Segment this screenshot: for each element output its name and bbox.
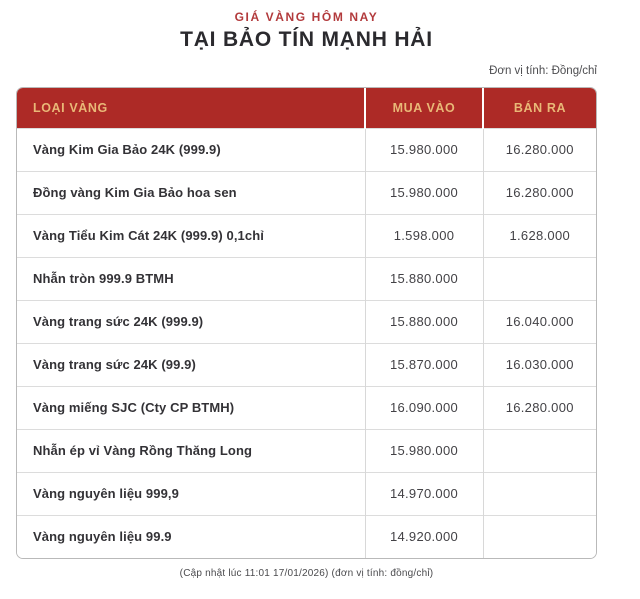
table-row [17, 214, 596, 257]
page-header [16, 0, 597, 53]
gold-type-cell: Nhẫn tròn 999.9 BTMH [17, 257, 365, 300]
column-header-gold-type: LOẠI VÀNG [17, 88, 365, 128]
table-row [17, 429, 596, 472]
sell-price-cell: 16.040.000 [483, 300, 596, 343]
buy-price-cell: 14.970.000 [365, 472, 483, 515]
column-header-buy: MUA VÀO [365, 88, 483, 128]
buy-price-cell: 15.980.000 [365, 128, 483, 171]
gold-type-cell: Vàng trang sức 24K (99.9) [17, 343, 365, 386]
table-row [17, 171, 596, 214]
table-row [17, 515, 596, 558]
table-row [17, 257, 596, 300]
table-row [17, 343, 596, 386]
buy-price-cell: 15.870.000 [365, 343, 483, 386]
gold-type-cell: Đồng vàng Kim Gia Bảo hoa sen [17, 171, 365, 214]
gold-price-table-container [16, 87, 597, 559]
table-row [17, 300, 596, 343]
table-header-row [17, 88, 596, 128]
sell-price-cell [483, 257, 596, 300]
buy-price-cell: 15.980.000 [365, 429, 483, 472]
gold-type-cell: Vàng trang sức 24K (999.9) [17, 300, 365, 343]
unit-note: Đơn vị tính: Đồng/chỉ [489, 65, 597, 77]
table-body [17, 128, 596, 558]
buy-price-cell: 14.920.000 [365, 515, 483, 558]
table-row [17, 472, 596, 515]
gold-price-table [17, 88, 596, 558]
gold-type-cell: Vàng miếng SJC (Cty CP BTMH) [17, 386, 365, 429]
column-header-sell: BÁN RA [483, 88, 596, 128]
update-note: (Cập nhật lúc 11:01 17/01/2026) (đơn vị tính: đồng/chỉ) [179, 568, 434, 579]
page-title: TẠI BẢO TÍN MẠNH HẢI [180, 28, 433, 51]
buy-price-cell: 16.090.000 [365, 386, 483, 429]
sell-price-cell: 16.030.000 [483, 343, 596, 386]
table-row [17, 386, 596, 429]
buy-price-cell: 15.880.000 [365, 257, 483, 300]
buy-price-cell: 15.880.000 [365, 300, 483, 343]
page-content [16, 0, 597, 579]
sell-price-cell: 16.280.000 [483, 171, 596, 214]
sell-price-cell: 1.628.000 [483, 214, 596, 257]
buy-price-cell: 1.598.000 [365, 214, 483, 257]
gold-type-cell: Vàng nguyên liệu 99.9 [17, 515, 365, 558]
gold-type-cell: Vàng nguyên liệu 999,9 [17, 472, 365, 515]
sell-price-cell: 16.280.000 [483, 128, 596, 171]
sell-price-cell [483, 515, 596, 558]
sell-price-cell [483, 429, 596, 472]
sell-price-cell: 16.280.000 [483, 386, 596, 429]
page-subtitle: GIÁ VÀNG HÔM NAY [234, 10, 379, 24]
buy-price-cell: 15.980.000 [365, 171, 483, 214]
gold-type-cell: Nhẫn ép vỉ Vàng Rồng Thăng Long [17, 429, 365, 472]
sell-price-cell [483, 472, 596, 515]
table-row [17, 128, 596, 171]
gold-type-cell: Vàng Tiểu Kim Cát 24K (999.9) 0,1chỉ [17, 214, 365, 257]
gold-type-cell: Vàng Kim Gia Bảo 24K (999.9) [17, 128, 365, 171]
